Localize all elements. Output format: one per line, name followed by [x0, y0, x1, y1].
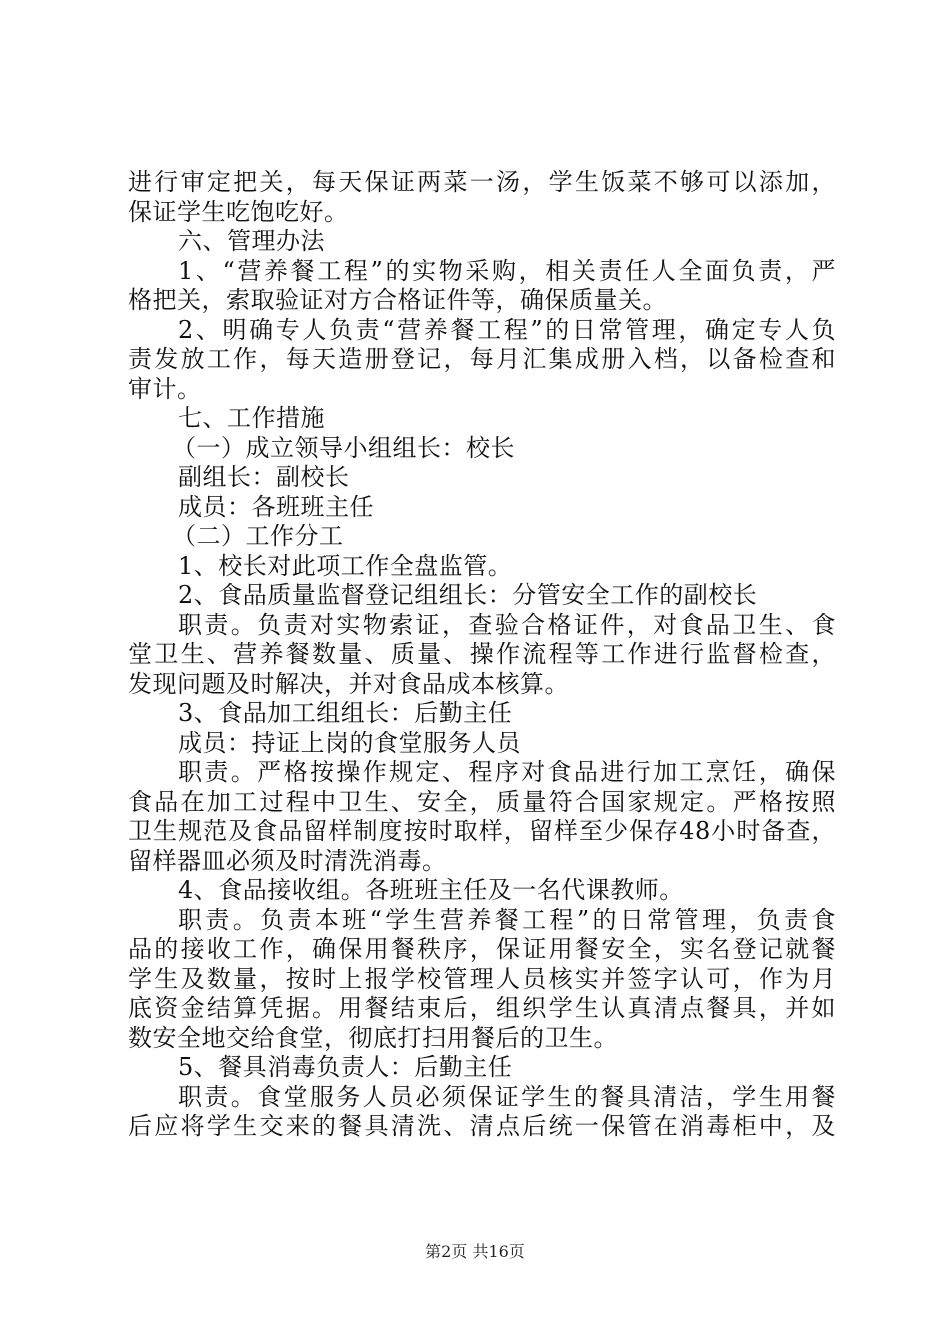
text-line: 责发放工作，每天造册登记，每月汇集成册入档，以备检查和	[128, 345, 836, 373]
text-line: 底资金结算凭据。用餐结束后，组织学生认真清点餐具，并如	[128, 994, 836, 1022]
text-line: 2、食品质量监督登记组组长：分管安全工作的副校长	[178, 581, 758, 609]
text-line: 职责。负责对实物索证，查验合格证件，对食品卫生、食	[178, 610, 836, 639]
text-line: 职责。负责本班“学生营养餐工程”的日常管理，负责食	[178, 905, 836, 934]
text-line: 后应将学生交来的餐具清洗、清点后统一保管在消毒柜中，及	[128, 1112, 836, 1140]
text-line: 学生及数量，按时上报学校管理人员核实并签字认可，作为月	[128, 964, 836, 993]
text-line: 4、食品接收组。各班班主任及一名代课教师。	[178, 876, 684, 904]
text-line: 1、校长对此项工作全盘监管。	[178, 551, 513, 580]
text-line: 留样器皿必须及时清洗消毒。	[128, 846, 447, 875]
text-line: （一）成立领导小组组长：校长	[172, 433, 515, 462]
text-line: （二）工作分工	[172, 522, 344, 550]
text-line: 格把关，索取验证对方合格证件等，确保质量关。	[128, 286, 667, 314]
text-line: 品的接收工作，确保用餐秩序，保证用餐安全，实名登记就餐	[128, 935, 836, 963]
text-line: 保证学生吃饱吃好。	[128, 197, 349, 226]
page-number-footer: 第2页 共16页	[425, 1242, 525, 1261]
document-body	[128, 168, 836, 1142]
text-line: 成员：各班班主任	[178, 492, 374, 521]
text-line: 数安全地交给食堂，彻底打扫用餐后的卫生。	[128, 1023, 618, 1052]
text-line: 5、餐具消毒负责人：后勤主任	[178, 1053, 513, 1081]
text-line: 职责。严格按操作规定、程序对食品进行加工烹饪，确保	[178, 758, 836, 786]
text-line: 堂卫生、营养餐数量、质量、操作流程等工作进行监督检查，	[128, 640, 836, 668]
text-line: 2、明确专人负责“营养餐工程”的日常管理，确定专人负	[178, 315, 836, 344]
text-line: 成员：持证上岗的食堂服务人员	[178, 728, 521, 757]
section-heading: 六、管理办法	[178, 227, 325, 255]
text-line: 食品在加工过程中卫生、安全，质量符合国家规定。严格按照	[128, 787, 836, 816]
text-line: 3、食品加工组组长：后勤主任	[178, 699, 513, 727]
text-line: 审计。	[128, 374, 202, 403]
text-line: 职责。食堂服务人员必须保证学生的餐具清洁，学生用餐	[178, 1082, 836, 1111]
text-line: 进行审定把关，每天保证两菜一汤，学生饭菜不够可以添加，	[128, 168, 836, 196]
text-line: 卫生规范及食品留样制度按时取样，留样至少保存48小时备查，	[128, 817, 836, 845]
text-line: 1、“营养餐工程”的实物采购，相关责任人全面负责，严	[178, 256, 836, 285]
section-heading: 七、工作措施	[178, 404, 325, 432]
text-line: 发现问题及时解决，并对食品成本核算。	[128, 669, 569, 698]
text-line: 副组长：副校长	[178, 463, 350, 491]
